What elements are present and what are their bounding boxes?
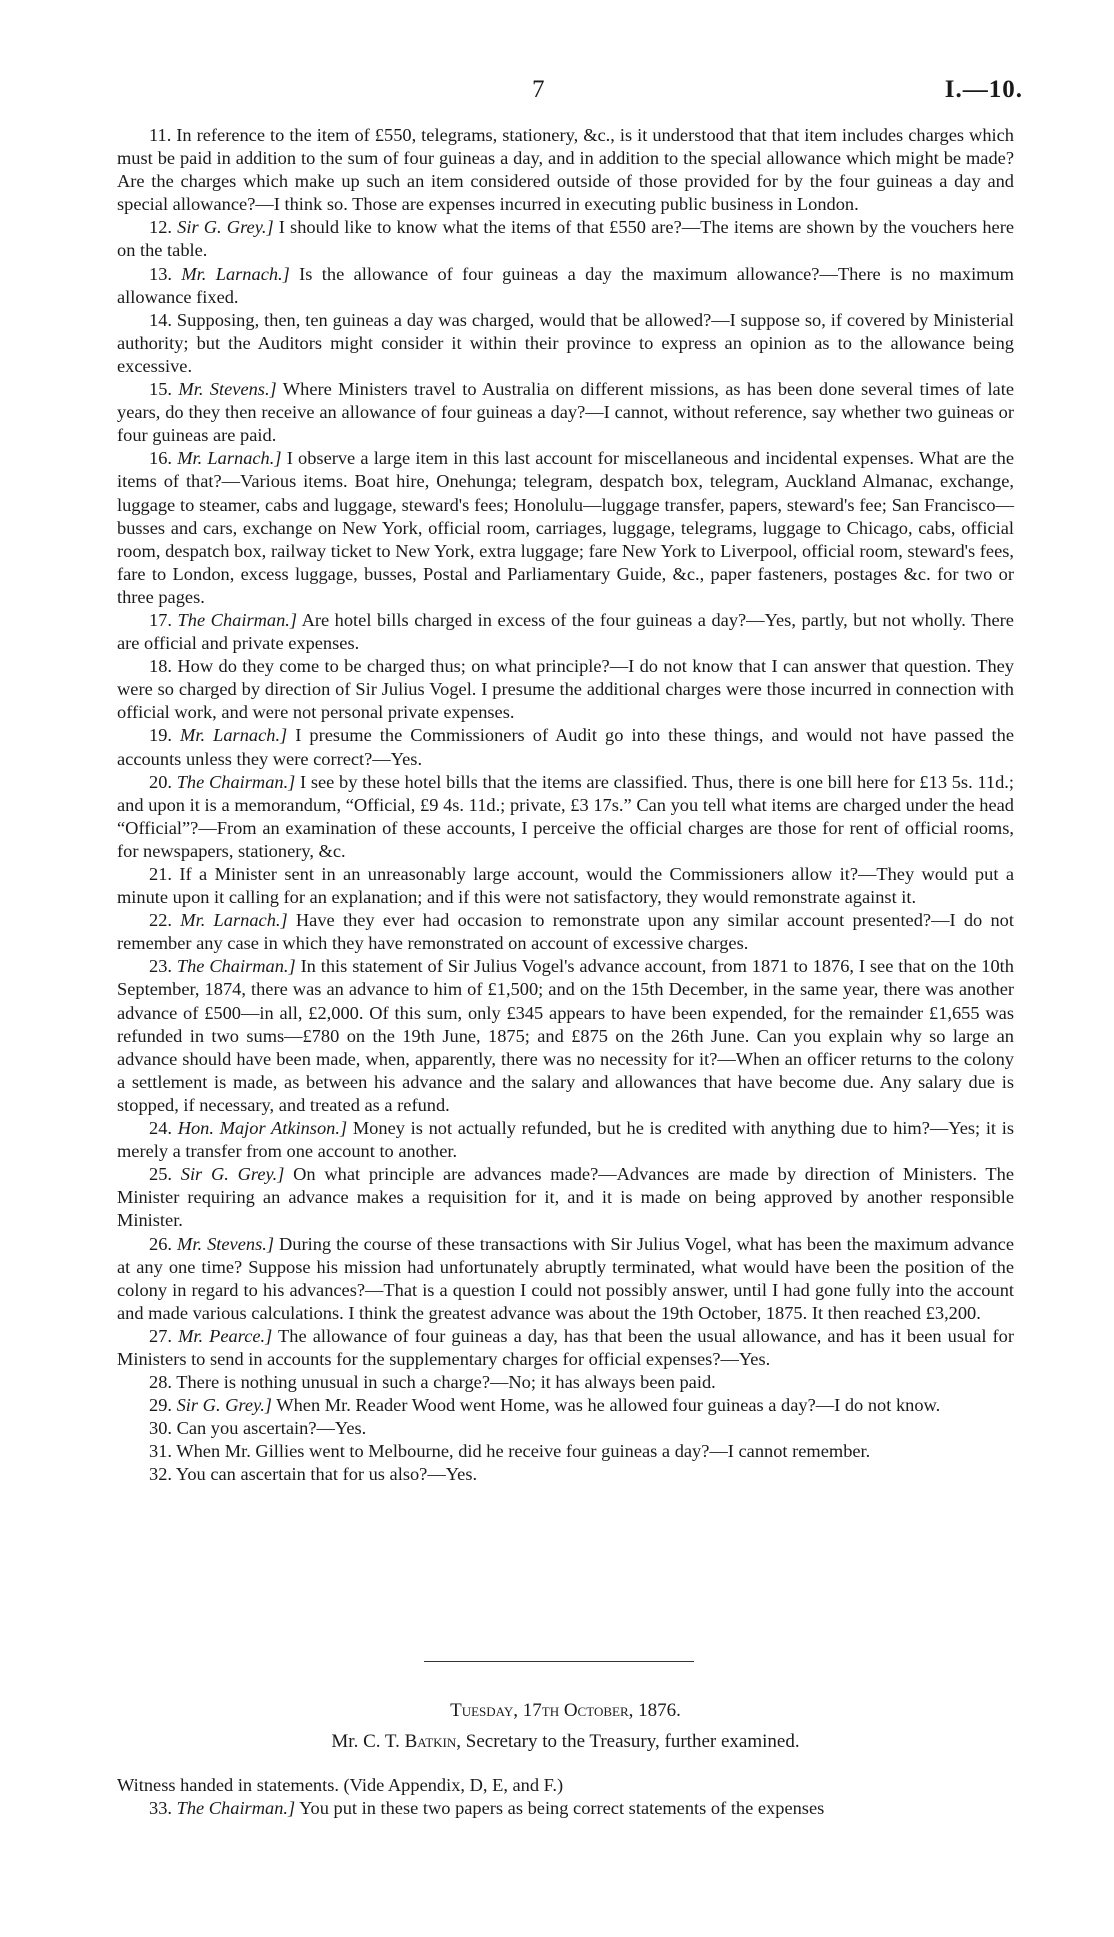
witness-line (117, 1731, 1014, 1753)
paragraph: 32. You can ascertain that for us also?—Yes. (149, 1464, 478, 1485)
paragraph: 21. If a Minister sent in an unreasonably large account, would the Commissioners allow it?—They would put a minute upon it calling for an explanation; and if this were not satisfactory, they would remonstrate against it. (117, 864, 1014, 908)
page-header (0, 76, 1114, 110)
statement-note: Witness handed in statements. (Vide Appendix, D, E, and F.) (117, 1775, 564, 1795)
paragraph: 25. Sir G. Grey.] On what principle are advances made?—Advances are made by direction of Ministers. The Minister requiring an advance makes a requisition for it, and it is made on being approved by another responsible Minister. (117, 1164, 1014, 1231)
paragraph: 11. In reference to the item of £550, telegrams, stationery, &c., is it understood that that item includes charges which must be paid in addition to the sum of four guineas a day, and in addition to the special allowance which might be made? Are the charges which make up such an item considered outside of those provided for by the four guineas a day and special allowance?—I think so. Those are expenses incurred in executing public business in London. (117, 125, 1014, 215)
paragraph: 20. The Chairman.] I see by these hotel bills that the items are classified. Thus, there is one bill here for £13 5s. 11d.; and upon it is a memorandum, “Official, £9 4s. 11d.; private, £3 17s.” Can you tell what items are charged under the head “Official”?—From an examination of these accounts, I perceive the official charges are those for rent of official rooms, for newspapers, stationery, &c. (117, 771, 1014, 861)
paragraph: 13. Mr. Larnach.] Is the allowance of four guineas a day the maximum allowance?—There is no maximum allowance fixed. (117, 263, 1014, 307)
paragraph: 16. Mr. Larnach.] I observe a large item in this last account for miscellaneous and incidental expenses. What are the items of that?—Various items. Boat hire, Onehunga; telegram, despatch box, telegram, Auckland Almanac, exchange, luggage to steamer, cabs and luggage, steward's fees; Honolulu—luggage transfer, papers, steward's fee; San Francisco—busses and cars, exchange on New York, official room, carriages, luggage, telegrams, luggage to Chicago, cabs, official room, despatch box, railway ticket to New York, extra luggage; fare New York to Liverpool, official room, steward's fees, fare to London, excess luggage, busses, Postal and Parliamentary Guide, &c., paper fasteners, postages &c. for two or three pages. (117, 448, 1015, 607)
paragraph: 26. Mr. Stevens.] During the course of these transactions with Sir Julius Vogel, what has been the maximum advance at any one time? Suppose his mission had unfortunately abruptly terminated, what would have been the position of the colony in regard to his advances?—That is a question I could not possibly answer, until I had gone fully into the account and made various calculations. I think the greatest advance was about the 19th October, 1875. It then reached £3,200. (117, 1233, 1014, 1323)
paragraph: 19. Mr. Larnach.] I presume the Commissioners of Audit go into these things, and would not have passed the accounts unless they were correct?—Yes. (117, 725, 1014, 769)
session-date-heading: Tuesday, 17th October, 1876. (450, 1700, 681, 1721)
paragraph: 12. Sir G. Grey.] I should like to know what the items of that £550 are?—The items are shown by the vouchers here on the table. (117, 217, 1014, 261)
paragraph: 23. The Chairman.] In this statement of Sir Julius Vogel's advance account, from 1871 to 1876, I see that on the 10th September, 1874, there was an advance to him of £1,500; and on the 15th December, in the same year, there was another advance of £500—in all, £2,000. Of this sum, only £345 appears to have been expended, for the remainder £1,655 was refunded in two sums—£780 on the 19th June, 1875; and £875 on the 26th June. Can you explain why so large an advance should have been made, when, apparently, there was no necessity for it?—When an officer returns to the colony a settlement is made, as between his advance and the salary and allowances that have become due. Any salary due is stopped, if necessary, and treated as a refund. (117, 956, 1014, 1115)
paragraph: 29. Sir G. Grey.] When Mr. Reader Wood went Home, was he allowed four guineas a day?—I do not know. (149, 1395, 941, 1416)
witness-name: Batkin (404, 1731, 457, 1752)
paragraph: 30. Can you ascertain?—Yes. (149, 1418, 367, 1439)
paragraph: 28. There is nothing unusual in such a charge?—No; it has always been paid. (149, 1372, 716, 1393)
paper-reference: I.—10. (944, 76, 1023, 103)
page-number: 7 (532, 76, 545, 103)
witness-prefix: Mr. C. T. (331, 1731, 400, 1752)
paragraph: 27. Mr. Pearce.] The allowance of four guineas a day, has that been the usual allowance, and has it been usual for Ministers to send in accounts for the supplementary charges for official expenses?—Yes. (117, 1325, 1014, 1369)
witness-description: , Secretary to the Treasury, further examined. (456, 1731, 800, 1752)
paragraph: 14. Supposing, then, ten guineas a day was charged, would that be allowed?—I suppose so, if covered by Ministerial authority; but the Auditors might consider it within their province to express an opinion as to the allowance being excessive. (117, 309, 1014, 376)
paragraph: 24. Hon. Major Atkinson.] Money is not actually refunded, but he is credited with anything due to him?—Yes; it is merely a transfer from one account to another. (117, 1118, 1014, 1162)
evidence-body (117, 124, 1014, 1487)
session-body (117, 1774, 1014, 1820)
paragraph: 17. The Chairman.] Are hotel bills charged in excess of the four guineas a day?—Yes, partly, but not wholly. There are official and private expenses. (117, 609, 1014, 654)
paragraph: 33. The Chairman.] You put in these two papers as being correct statements of the expenses (149, 1798, 825, 1819)
paragraph: 15. Mr. Stevens.] Where Ministers travel to Australia on different missions, as has been done several times of late years, do they then receive an allowance of four guineas a day?—I cannot, without reference, say whether two guineas or four guineas are paid. (117, 379, 1014, 446)
paragraph: 22. Mr. Larnach.] Have they ever had occasion to remonstrate upon any similar account presented?—I do not remember any case in which they have remonstrated on account of excessive charges. (117, 910, 1014, 954)
paragraph: 18. How do they come to be charged thus; on what principle?—I do not know that I can answer that question. They were so charged by direction of Sir Julius Vogel. I presume the additional charges were those incurred in connection with official work, and were not personal private expenses. (117, 656, 1014, 723)
section-divider (424, 1661, 694, 1662)
paragraph: 31. When Mr. Gillies went to Melbourne, did he receive four guineas a day?—I cannot remember. (149, 1441, 871, 1462)
